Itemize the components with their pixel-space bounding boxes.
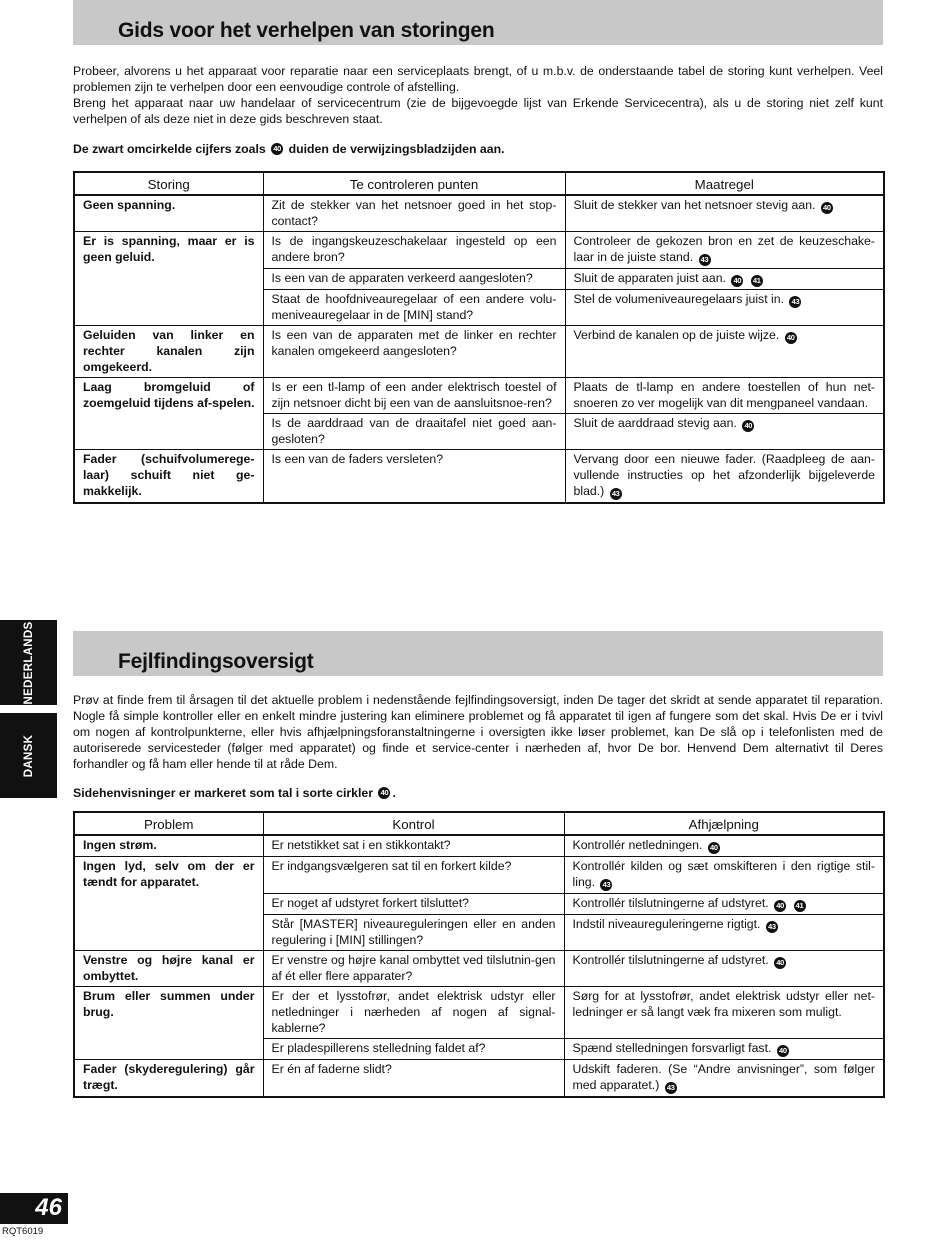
check-cell: Is een van de apparaten met de linker en rechter kanalen omgekeerd aangesloten? [263,326,565,378]
check-cell: Er indgangsvælgeren sat til en forkert kilde? [263,857,564,894]
remedy-text: Sluit de aarddraad stevig aan. [573,416,737,430]
remedy-text: Sluit de apparaten juist aan. [573,271,726,285]
remedy-cell [564,857,884,894]
check-cell: Is de aarddraad van de draaitafel niet goed aan-gesloten? [263,414,565,450]
remedy-cell [564,894,884,915]
problem-cell: Geen spanning. [74,195,263,232]
language-tab-dansk [0,713,57,798]
page-ref-icon: 43 [789,296,801,308]
remedy-cell [565,195,884,232]
problem-cell: Fader (skyderegulering) går trægt. [74,1060,263,1098]
column-header: Problem [74,812,263,835]
column-header: Te controleren punten [263,172,565,195]
remedy-cell [565,378,884,414]
intro-paragraph: Prøv at finde frem til årsagen til det aktuelle problem i nedenstående fejlfindingsoversigt, inden De tager det skridt at sende apparatet til reparation. Nogle få simple kontroller eller en enkelt mindre justering kan eliminere problemet og få apparatet til igen af fungere som det skal. Hvis De er i tvivl om nogen af kontrolpunkterne, eller hvis afhjælpningsforanstaltningerne i oversigten ikke løser problemet, kan De slå op i telefonlisten med de autoriserede servicesteder (følger med apparatet) og finde et service-center i nærheden af, hvor De bor. Henvend Dem alternativt til Deres forhandler og få ham eller hende til at råde Dem. [73,693,883,771]
table-row [74,326,884,378]
reference-note: Sidehenvisninger er markeret som tal i sorte cirkler 40 . [73,786,396,800]
problem-cell: Ingen lyd, selv om der er tændt for apparatet. [74,857,263,951]
table-row [74,987,884,1039]
check-cell: Er netstikket sat i en stikkontakt? [263,835,564,857]
remedy-text: Sørg for at lysstofrør, andet elektrisk udstyr eller net-ledninger er så langt væk fra mixeren som muligt. [572,989,875,1019]
check-cell: Is een van de faders versleten? [263,450,565,504]
page-ref-icon: 41 [751,275,763,287]
remedy-cell [564,987,884,1039]
remedy-text: Sluit de stekker van het netsnoer stevig aan. [573,198,816,212]
remedy-text: Stel de volumeniveauregelaars juist in. [573,292,785,306]
remedy-text: Kontrollér kilden og sæt omskifteren i den rigtige stil-ling. [572,859,875,889]
check-cell: Is er een tl-lamp of een ander elektrisch toestel of zijn netsnoer dicht bij een van de aansluitsnoe-ren? [263,378,565,414]
remedy-cell [565,414,884,450]
remedy-cell [564,1039,884,1060]
column-header: Maatregel [565,172,884,195]
page-ref-icon: 40 [821,202,833,214]
page-ref-icon: 43 [600,879,612,891]
remedy-text: Plaats de tl-lamp en andere toestellen of hun net-snoeren zo ver mogelijk van dit mengpaneel vandaan. [573,380,875,410]
problem-cell: Ingen strøm. [74,835,263,857]
remedy-text: Udskift faderen. (Se “Andre anvisninger”, som følger med apparatet.) [572,1062,875,1092]
column-header: Kontrol [263,812,564,835]
remedy-cell [565,232,884,269]
remedy-cell [565,450,884,504]
remedy-text: Indstil niveaureguleringerne rigtigt. [572,917,761,931]
column-header: Afhjælpning [564,812,884,835]
page-ref-icon: 40 [774,957,786,969]
check-cell: Er noget af udstyret forkert tilsluttet? [263,894,564,915]
page-number-box [0,1193,68,1224]
remedy-text: Spænd stelledningen forsvarligt fast. [572,1041,772,1055]
intro-text [73,692,883,772]
language-tab-label: DANSK [22,734,35,777]
page-ref-icon: 40 [378,787,390,799]
remedy-text: Vervang door een nieuwe fader. (Raadpleeg de aan-vullende instructies op het afzonderlijk bijgeleverde blad.) [573,452,875,498]
remedy-text: Kontrollér tilslutningerne af udstyret. [572,953,769,967]
remedy-cell [564,835,884,857]
check-cell: Er én af faderne slidt? [263,1060,564,1098]
page-ref-icon: 43 [766,921,778,933]
table-row [74,1060,884,1098]
remedy-text: Verbind de kanalen op de juiste wijze. [573,328,780,342]
page-ref-icon: 40 [271,143,283,155]
problem-cell: Fader (schuifvolumerege-laar) schuift niet ge-makkelijk. [74,450,263,504]
check-cell: Er der et lysstofrør, andet elektrisk udstyr eller netledninger i nærheden af nogen af signal-kablerne? [263,987,564,1039]
troubleshooting-table [73,171,885,504]
check-cell: Er venstre og højre kanal ombyttet ved tilslutnin-gen af ét eller flere apparater? [263,951,564,987]
section-title: Gids voor het verhelpen van storingen [118,19,495,42]
remedy-cell [565,290,884,326]
table-row [74,857,884,894]
page-ref-icon: 43 [699,254,711,266]
page-ref-icon: 40 [785,332,797,344]
check-cell: Is de ingangskeuzeschakelaar ingesteld op een andere bron? [263,232,565,269]
page-number: 46 [35,1194,62,1221]
reference-note: De zwart omcirkelde cijfers zoals 40 duiden de verwijzingsbladzijden aan. [73,142,505,156]
check-cell: Staat de hoofdniveauregelaar of een andere volu-meniveauregelaar in de [MIN] stand? [263,290,565,326]
remedy-cell [564,951,884,987]
section-title-banner [73,0,883,45]
problem-cell: Geluiden van linker en rechter kanalen zijn omgekeerd. [74,326,263,378]
check-cell: Zit de stekker van het netsnoer goed in het stop-contact? [263,195,565,232]
problem-cell: Venstre og højre kanal er ombyttet. [74,951,263,987]
page-ref-icon: 40 [777,1045,789,1057]
page-ref-icon: 40 [731,275,743,287]
section-da [73,631,883,1098]
intro-text [73,63,883,127]
table-row [74,232,884,269]
intro-paragraph: Breng het apparaat naar uw handelaar of servicecentrum (zie de bijgevoegde lijst van Erkende Servicecentra), als u de storing niet zelf kunt verhelpen of als deze niet in deze gids beschreven staat. [73,96,883,126]
remedy-text: Controleer de gekozen bron en zet de keuzeschake-laar in de juiste stand. [573,234,875,264]
table-row [74,195,884,232]
table-row [74,450,884,504]
section-title-banner [73,631,883,676]
remedy-cell [564,1060,884,1098]
troubleshooting-table [73,811,885,1098]
page-ref-icon: 41 [794,900,806,912]
intro-paragraph: Probeer, alvorens u het apparaat voor reparatie naar een serviceplaats brengt, of u m.b.v. de onderstaande tabel de storing kunt verhelpen. Veel problemen zijn te verhelpen door een eenvoudige controle of afstelling. [73,64,883,94]
problem-cell: Er is spanning, maar er is geen geluid. [74,232,263,326]
table-row [74,951,884,987]
page-ref-icon: 43 [610,488,622,500]
page-ref-icon: 40 [742,420,754,432]
section-title: Fejlfindingsoversigt [118,650,314,673]
table-row [74,835,884,857]
check-cell: Is een van de apparaten verkeerd aangesloten? [263,269,565,290]
remedy-cell [565,326,884,378]
language-tab-label: NEDERLANDS [22,621,35,704]
remedy-text: Kontrollér tilslutningerne af udstyret. [572,896,769,910]
problem-cell: Laag bromgeluid of zoemgeluid tijdens af-spelen. [74,378,263,450]
section-nl [73,0,883,504]
column-header: Storing [74,172,263,195]
remedy-cell [564,915,884,951]
page-ref-icon: 43 [665,1082,677,1094]
remedy-cell [565,269,884,290]
check-cell: Er pladespillerens stelledning faldet af? [263,1039,564,1060]
table-row [74,378,884,414]
check-cell: Står [MASTER] niveaureguleringen eller en anden regulering i [MIN] stillingen? [263,915,564,951]
page-ref-icon: 40 [708,842,720,854]
problem-cell: Brum eller summen under brug. [74,987,263,1060]
language-tab-nederlands [0,620,57,705]
remedy-text: Kontrollér netledningen. [572,838,703,852]
document-code: RQT6019 [2,1226,44,1237]
page-ref-icon: 40 [774,900,786,912]
